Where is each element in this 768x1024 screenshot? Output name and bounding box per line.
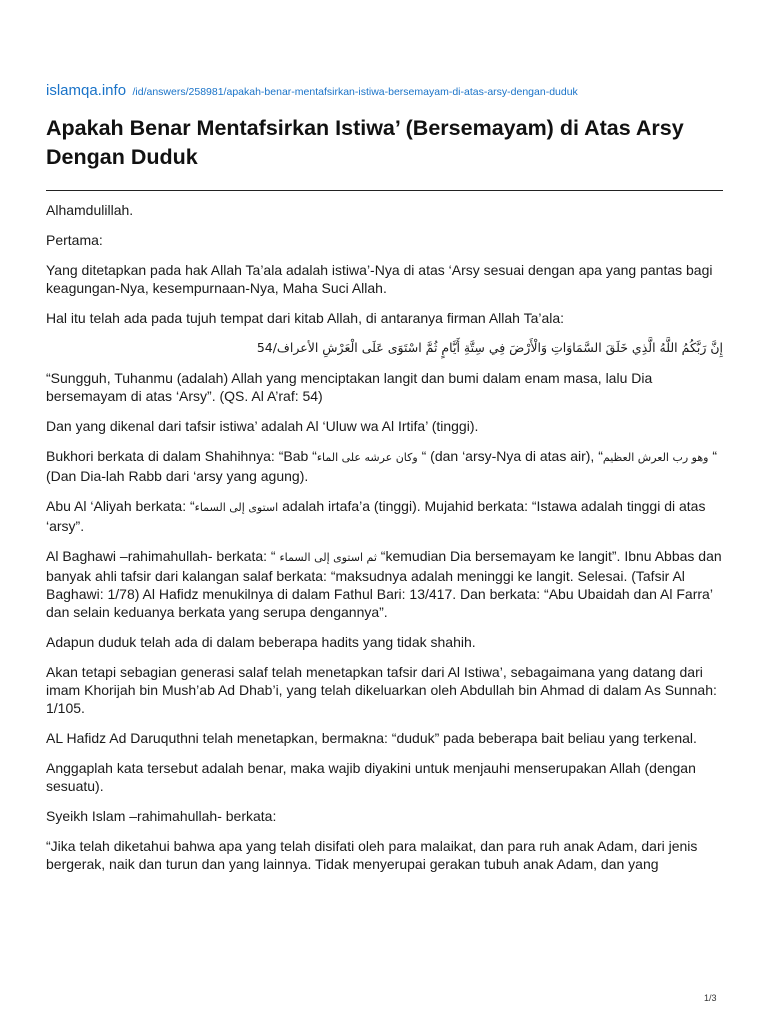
paragraph: Pertama: (46, 232, 103, 248)
article-path-link[interactable]: /id/answers/258981/apakah-benar-mentafsirkan-istiwa-bersemayam-di-atas-arsy-dengan-duduk (132, 86, 578, 98)
article-body (46, 201, 723, 885)
paragraph: Hal itu telah ada pada tujuh tempat dari kitab Allah, di antaranya firman Allah Ta’ala: (46, 310, 565, 326)
text-span: Al Baghawi –rahimahullah- berkata: “ (46, 548, 280, 564)
text-span: “kemudian Dia bersemayam ke langit”. Ibnu Abbas dan banyak ahli tafsir dari kalangan salaf berkata: “maksudnya adalah meninggi ke langit. Selesai. (Tafsir Al Baghawi: 1/78) Al Hafidz menukilnya di dalam Fathul Bari: 13/417. Dan berkata: “Abu Ubaidah dan Al Farra’ dan selain keduanya berkata yang serupa dengannya”. (46, 548, 722, 620)
arabic-quote: وكان عرشه على الماء (316, 451, 418, 464)
paragraph: Alhamdulillah. (46, 202, 134, 218)
title-divider (46, 190, 723, 191)
paragraph: Anggaplah kata tersebut adalah benar, maka wajib diyakini untuk menjauhi menserupakan Allah (dengan sesuatu). (46, 760, 696, 794)
paragraph: Akan tetapi sebagian generasi salaf telah menetapkan tafsir dari Al Istiwa’, sebagaimana yang datang dari imam Khorijah bin Mush’ab Ad Dhab’i, yang telah dikeluarkan oleh Abdullah bin Ahmad di dalam As Sunnah: 1/105. (46, 664, 717, 716)
paragraph: Yang ditetapkan pada hak Allah Ta’ala adalah istiwa’-Nya di atas ‘Arsy sesuai dengan apa yang pantas bagi keagungan-Nya, kesempurnaan-Nya, Maha Suci Allah. (46, 262, 713, 296)
site-link[interactable]: islamqa.info (46, 82, 127, 99)
paragraph: AL Hafidz Ad Daruquthni telah menetapkan, bermakna: “duduk” pada beberapa bait beliau yang terkenal. (46, 730, 697, 746)
text-span: Abu Al ‘Aliyah berkata: “ (46, 498, 195, 514)
arabic-quote: استوى إلى السماء (194, 501, 279, 514)
paragraph: Dan yang dikenal dari tafsir istiwa’ adalah Al ‘Uluw wa Al Irtifa’ (tinggi). (46, 418, 479, 434)
paragraph: “Sungguh, Tuhanmu (adalah) Allah yang menciptakan langit dan bumi dalam enam masa, lalu Dia bersemayam di atas ‘Arsy”. (QS. Al A’raf: 54) (46, 370, 653, 404)
arabic-quote: وهو رب العرش العظيم (602, 451, 709, 464)
paragraph: Syeikh Islam –rahimahullah- berkata: (46, 808, 277, 824)
text-span: “ (dan ‘arsy-Nya di atas air), “ (417, 448, 603, 464)
paragraph: “Jika telah diketahui bahwa apa yang telah disifati oleh para malaikat, dan para ruh anak Adam, dari jenis bergerak, naik dan turun dan yang lainnya. Tidak menyerupai gerakan tubuh anak Adam, dan yang (46, 838, 698, 872)
page-number: 1/3 (704, 993, 717, 1003)
paragraph: Adapun duduk telah ada di dalam beberapa hadits yang tidak shahih. (46, 634, 476, 650)
quran-verse-arabic: إِنَّ رَبَّكُمُ اللَّهُ الَّذِي خَلَقَ السَّمَاوَاتِ وَالْأَرْضَ فِي سِتَّةِ أَيَّامٍ ثُمَّ اسْتَوَى عَلَى الْعَرْشِ الأعراف/54 (256, 340, 723, 355)
paragraph (46, 547, 723, 621)
text-span: adalah irtafa’a (tinggi). Mujahid berkata: “Istawa adalah tinggi di atas ‘arsy”. (46, 498, 706, 534)
article-title: Apakah Benar Mentafsirkan Istiwa’ (Bersemayam) di Atas Arsy Dengan Duduk (46, 116, 684, 169)
text-span: “ (Dan Dia-lah Rabb dari ‘arsy yang agung). (46, 448, 717, 484)
paragraph (46, 447, 723, 485)
paragraph (46, 497, 723, 535)
text-span: Bukhori berkata di dalam Shahihnya: “Bab “ (46, 448, 317, 464)
source-url (46, 82, 578, 100)
arabic-quote: ثم استوى إلى السماء (279, 551, 377, 564)
